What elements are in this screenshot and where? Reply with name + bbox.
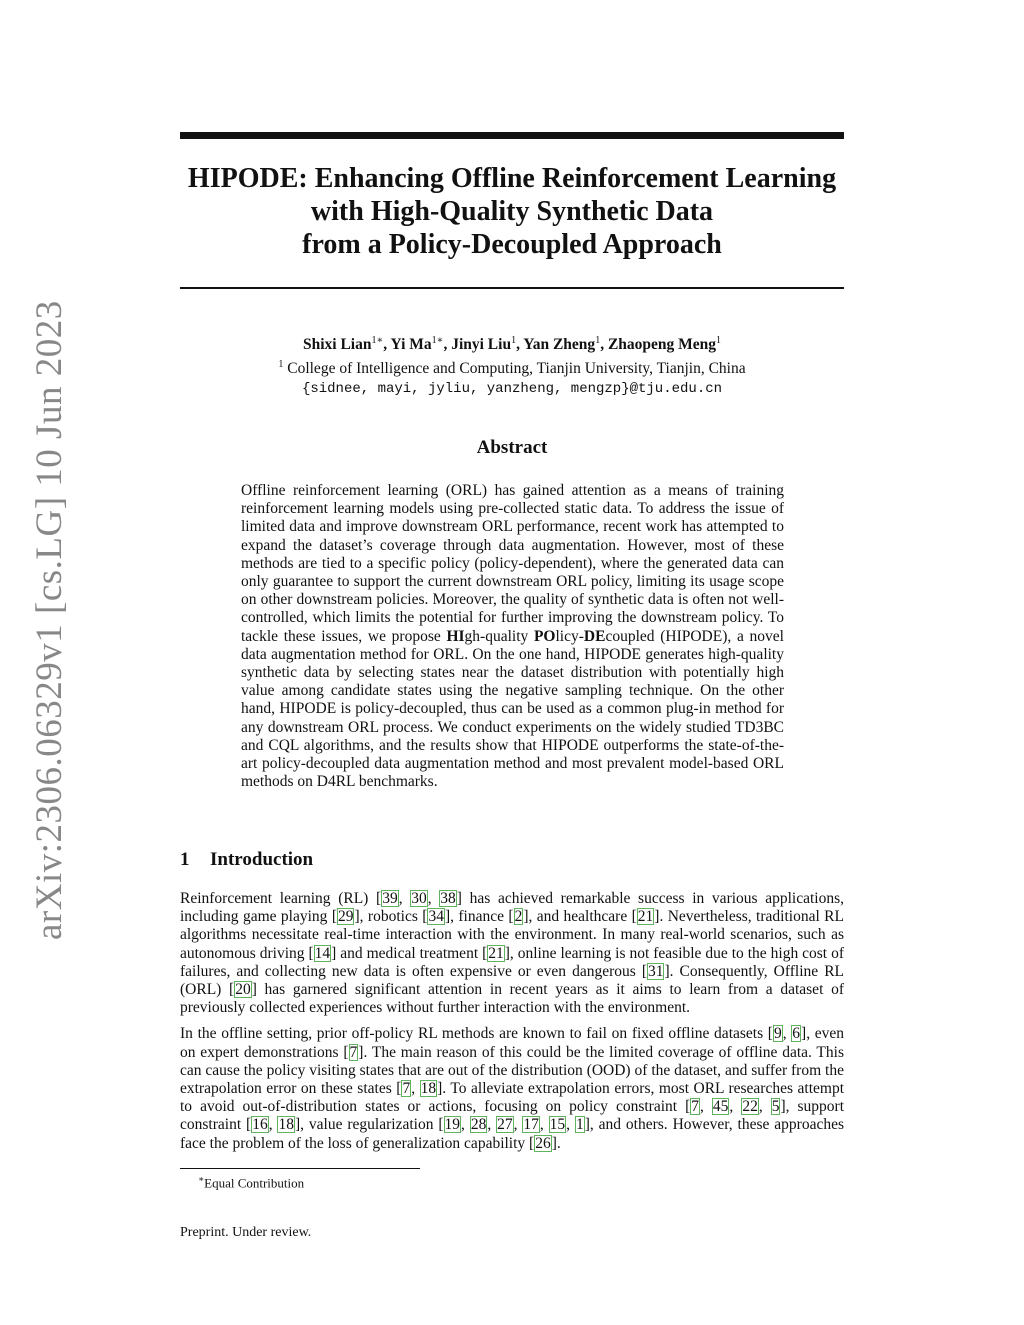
author-1: Shixi Lian [302,336,372,354]
author-3-sup: 1 [511,335,517,346]
abstract-de: DE [583,627,606,645]
citation-link[interactable]: 18 [420,1080,437,1098]
text-run: , [758,1098,771,1116]
text-run: ]. Consequently, Offline RL (ORL) [ [180,962,844,999]
citation-link[interactable]: 16 [252,1116,268,1134]
text-run: ]. [551,1134,561,1152]
title-line-2: with High-Quality Synthetic Data [310,196,714,227]
intro-paragraph-1 [180,890,844,1017]
title-line-3: from a Policy-Decoupled Approach [302,229,722,260]
text-run: ], and others. However, these approaches face the problem of the loss of generalization capability [ [180,1116,845,1152]
affiliation-text: College of Intelligence and Computing, Tianjin University, Tianjin, China [287,360,746,378]
text-run: , [427,890,440,907]
citation-link[interactable]: 28 [470,1116,487,1134]
text-run: ] has achieved remarkable success in various applications, including game playing [ [180,890,845,926]
text-run: , [782,1025,792,1043]
section-title-text: Introduction [210,849,314,870]
affiliation [180,355,844,379]
intro-paragraph-2 [180,1025,844,1152]
author-1-sup: 1∗ [371,335,384,346]
citation-link[interactable]: 26 [535,1134,551,1152]
preprint-note: Preprint. Under review. [180,1225,312,1240]
text-run: ] has garnered significant attention in recent years as it aims to learn from a dataset of previously collected experiences without further interaction with the environment. [180,981,844,1017]
text-run: ], online learning is not feasible due to the high cost of failures, and collecting new data is often expensive or even dangerous [ [180,944,844,980]
footnote [198,1174,304,1191]
paper-title [180,162,844,261]
abstract-licy: licy- [555,627,584,645]
text-run: , [461,1116,470,1134]
citation-link[interactable]: 7 [691,1098,699,1116]
citation-link[interactable]: 39 [382,890,398,907]
text-run: ], robotics [ [354,908,428,926]
text-run: ], value regularization [ [294,1116,444,1134]
author-names: Shixi Lian$^{1∗}$, Yi $Ma^{1∗}$, Jinyi Liu$^1$, Yan Zheng$^1$, Zhaopeng Meng$^1$ [302,335,722,354]
text-run: , [700,1098,712,1116]
affiliation-sup: 1 [278,359,284,371]
citation-link[interactable]: 38 [440,890,456,907]
citation-link[interactable]: 15 [549,1116,566,1134]
text-run: ] and medical treatment [ [331,944,488,962]
section-heading [180,849,844,871]
citation-link[interactable]: 31 [647,962,664,980]
citation-link[interactable]: 27 [497,1116,513,1134]
intro-body [180,890,844,1161]
citation-link[interactable]: 2 [514,908,523,926]
text-run: , [566,1116,575,1134]
text-run: ], support constraint [ [180,1098,845,1134]
abstract-body [241,482,784,791]
citation-link[interactable]: 7 [402,1080,411,1098]
citation-link[interactable]: 5 [771,1098,780,1116]
citation-link[interactable]: 22 [742,1098,758,1116]
citation-link[interactable]: 30 [411,890,427,907]
citation-link[interactable]: 7 [349,1043,358,1061]
text-run: , [411,1080,420,1098]
citation-link[interactable]: 1 [575,1116,584,1134]
abstract-hi: HI [446,627,465,645]
text-run: , [539,1116,549,1134]
text-run: , [268,1116,278,1134]
citation-link[interactable]: 29 [337,908,354,926]
arxiv-stamp: arXiv:2306.06329v1 [cs.LG] 10 Jun 2023 [29,300,70,940]
footnote-rule [180,1168,420,1169]
citation-link[interactable]: 20 [235,981,251,999]
citation-link[interactable]: 45 [712,1098,729,1116]
footnote-mark: ∗ [198,1174,205,1184]
citation-link[interactable]: 9 [773,1025,782,1043]
author-4: Yan Zheng [523,336,596,354]
abstract-po: PO [533,627,556,645]
abstract-gh: gh-quality [464,627,534,645]
citation-link[interactable]: 34 [428,908,444,926]
text-run: , [398,890,411,907]
text-run: In the offline setting, prior off-policy RL methods are known to fail on fixed offline datasets [ [180,1025,773,1043]
author-block [180,331,844,399]
footnote-text: Equal Contribution [204,1175,305,1191]
text-run: ], even on expert demonstrations [ [180,1025,845,1061]
text-run: , [513,1116,523,1134]
citation-link[interactable]: 6 [792,1025,801,1043]
title-line-1: HIPODE: Enhancing Offline Reinforcement Learning [187,163,837,194]
abstract-part-1: Offline reinforcement learning (ORL) has gained attention as a means of training reinforcement learning models using pre-collected static data. To address the issue of limited data and improve downstream ORL performance, recent work has attempted to expand the dataset’s coverage through data augmentation. However, most of these methods are tied to a specific policy (policy-dependent), where the generated data can only guarantee to support the current downstream ORL policy, limiting its usage scope on other downstream policies. Moreover, the quality of synthetic data is often not well-controlled, which limits the potential for further improving the downstream policy. To tackle these issues, we propose [241,482,784,645]
text-run: ]. To alleviate extrapolation errors, most ORL researches attempt to avoid out-of-distribution states or actions, focusing on policy constraint [ [180,1080,845,1116]
text-run: Reinforcement learning (RL) [ [180,890,382,907]
text-run: ]. Nevertheless, traditional RL algorithms necessitate real-time interaction with the environment. In many real-world scenarios, such as autonomous driving [ [180,908,844,962]
author-2: Yi Ma [390,336,432,354]
text-run: , [729,1098,742,1116]
abstract-heading: Abstract [476,437,548,458]
citation-link[interactable]: 14 [314,944,331,962]
abstract-coupled: coupled (HIPODE), a novel data augmentation method for ORL. On the one hand, HIPODE generates high-quality synthetic data by selecting states near the dataset distribution with potentially high value among candidate states using the negative sampling technique. On the other hand, HIPODE is policy-decoupled, thus can be used as a common plug-in method for any downstream ORL process. We conduct experiments on the widely studied TD3BC and CQL algorithms, and the results show that HIPODE outperforms the state-of-the-art policy-decoupled data augmentation method and most prevalent model-based ORL methods on D4RL benchmarks. [241,627,784,791]
citation-link[interactable]: 21 [637,908,654,926]
citation-link[interactable]: 21 [488,944,504,962]
title-top-rule [180,132,844,139]
author-2-sup: 1∗ [431,335,444,346]
author-4-sup: 1 [595,335,601,346]
text-run: ], finance [ [444,908,514,926]
author-emails: {sidnee, mayi, jyliu, yanzheng, mengzp}@tju.edu.cn [301,381,723,398]
citation-link[interactable]: 18 [278,1116,294,1134]
citation-link[interactable]: 17 [523,1116,539,1134]
section-number: 1 [180,849,190,870]
text-run: , [487,1116,497,1134]
citation-link[interactable]: 19 [444,1116,461,1134]
title-bottom-rule [180,287,844,289]
author-5: Zhaopeng Meng [607,336,717,354]
text-run: ], and healthcare [ [523,908,637,926]
author-5-sup: 1 [716,335,722,346]
author-3: Jinyi Liu [451,336,512,354]
text-run: ]. The main reason of this could be the limited coverage of offline data. This can cause the policy visiting states that are out of the distribution (OOD) of the dataset, and suffer from the extrapolation error on these states [ [180,1043,844,1098]
